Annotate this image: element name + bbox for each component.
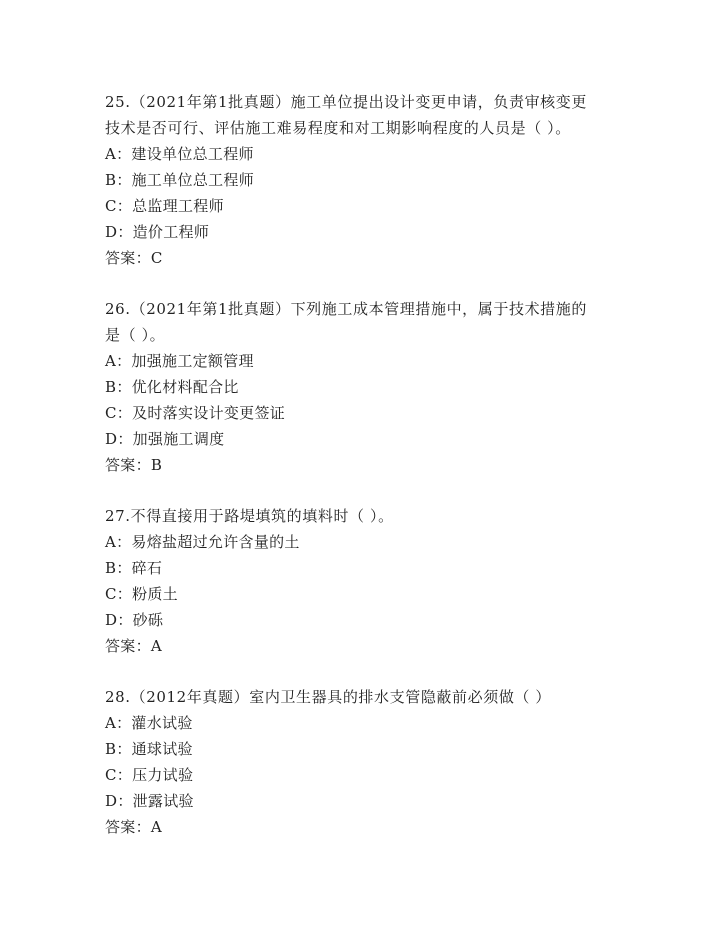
question-28 bbox=[105, 684, 625, 840]
option-c: C：粉质土 bbox=[105, 585, 178, 603]
option-a: A：建设单位总工程师 bbox=[105, 145, 254, 163]
option-a: A：灌水试验 bbox=[105, 714, 193, 732]
option-c: C：总监理工程师 bbox=[105, 197, 224, 215]
stem-line: 是（ ）。 bbox=[105, 326, 166, 344]
question-26 bbox=[105, 296, 625, 478]
question-stem bbox=[105, 684, 625, 710]
stem-line: 26.（2021年第1批真题）下列施工成本管理措施中，属于技术措施的 bbox=[105, 300, 587, 318]
question-stem bbox=[105, 89, 625, 141]
answer: 答案：C bbox=[105, 249, 163, 267]
answer: 答案：A bbox=[105, 818, 163, 836]
option-a: A：加强施工定额管理 bbox=[105, 352, 254, 370]
answer: 答案：B bbox=[105, 456, 163, 474]
option-a: A：易熔盐超过允许含量的土 bbox=[105, 533, 300, 551]
question-stem bbox=[105, 296, 625, 348]
question-stem bbox=[105, 503, 625, 529]
option-c: C：及时落实设计变更签证 bbox=[105, 404, 286, 422]
option-d: D：加强施工调度 bbox=[105, 430, 225, 448]
stem-line: 技术是否可行、评估施工难易程度和对工期影响程度的人员是（ ）。 bbox=[105, 119, 571, 137]
question-27 bbox=[105, 503, 625, 659]
stem-line: 28.（2012年真题）室内卫生器具的排水支管隐蔽前必须做（ ） bbox=[105, 688, 551, 706]
option-d: D：砂砾 bbox=[105, 611, 164, 629]
question-25 bbox=[105, 89, 625, 271]
option-d: D：造价工程师 bbox=[105, 223, 210, 241]
option-b: B：施工单位总工程师 bbox=[105, 171, 255, 189]
option-d: D：泄露试验 bbox=[105, 792, 194, 810]
option-b: B：碎石 bbox=[105, 559, 163, 577]
stem-line: 27.不得直接用于路堤填筑的填料时（ ）。 bbox=[105, 507, 394, 525]
option-c: C：压力试验 bbox=[105, 766, 194, 784]
option-b: B：优化材料配合比 bbox=[105, 378, 239, 396]
answer: 答案：A bbox=[105, 637, 163, 655]
stem-line: 25.（2021年第1批真题）施工单位提出设计变更申请，负责审核变更 bbox=[105, 93, 587, 111]
option-b: B：通球试验 bbox=[105, 740, 193, 758]
